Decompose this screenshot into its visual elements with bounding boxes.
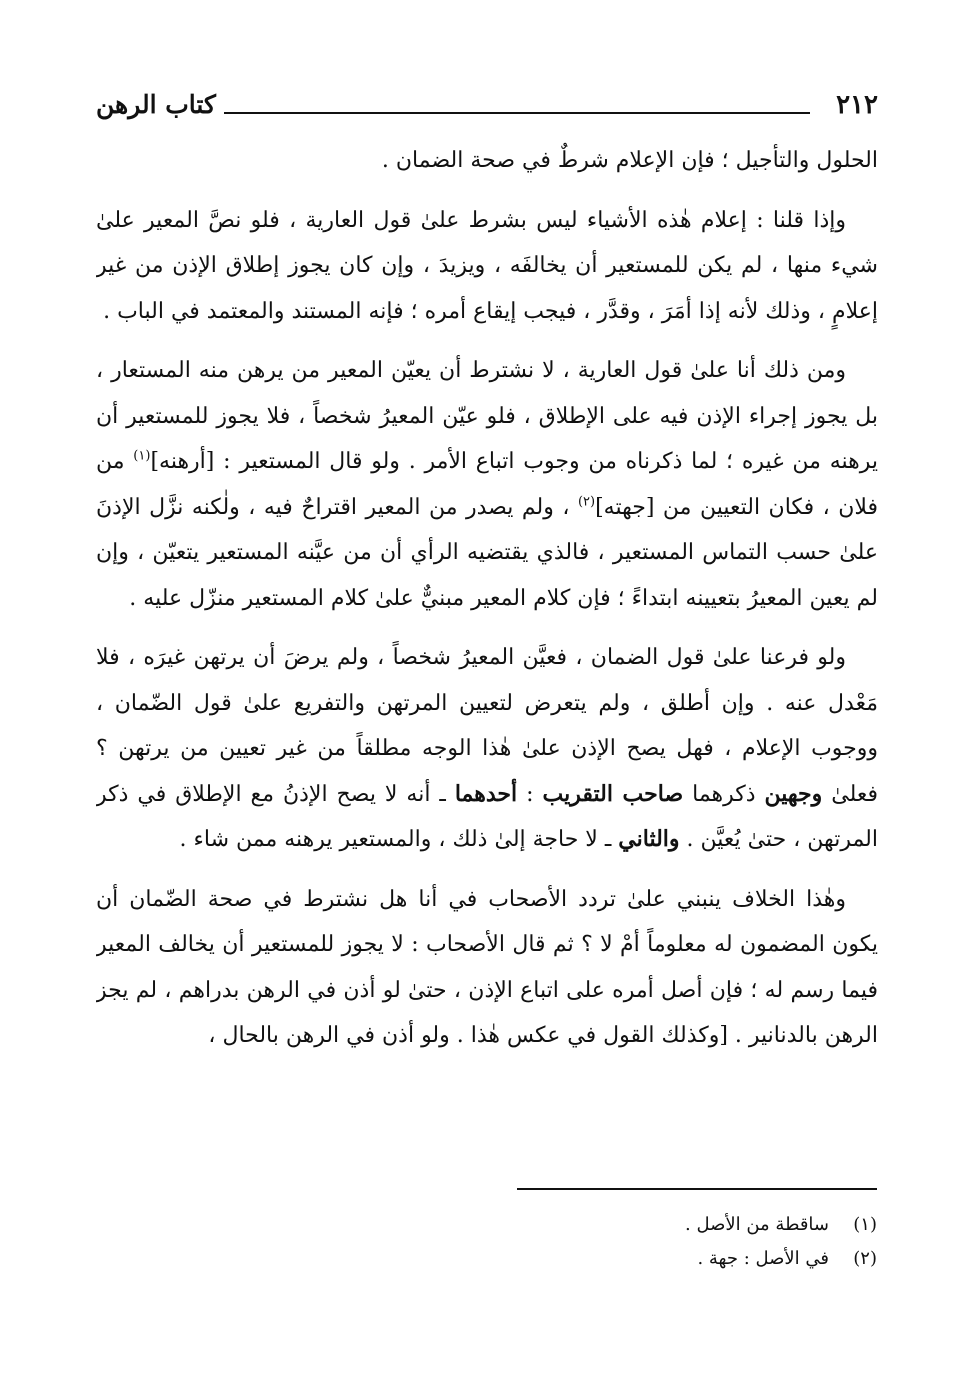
footnote-number: (١) xyxy=(853,1214,877,1235)
paragraph-2: وإذا قلنا : إعلام هٰذه الأشياء ليس بشرط علىٰ قول العارية ، فلو نصَّ المعير علىٰ شيء منها ، لم يكن للمستعير أن يخالفَه ، ويزيدَ ، وإن كان يجوز إطلاق الإذن من غير إعلامٍ ، وذلك لأنه إذا أمَرَ ، وقدَّر ، فيجب إيقاع أمره ؛ فإنه المستند والمعتمد في الباب . xyxy=(96,207,878,324)
bold-term-sahib-altaqrib: صاحب التقريب xyxy=(542,780,684,807)
footnotes xyxy=(95,1208,877,1276)
paragraph-4 xyxy=(96,635,878,863)
book-title: كتاب الرهن xyxy=(96,90,216,119)
paragraph-4-part-d: : xyxy=(517,781,543,807)
footnote-text: في الأصل : جهة . xyxy=(697,1248,829,1269)
main-text xyxy=(96,138,878,1183)
footnote-ref-2[interactable]: (٢) xyxy=(577,494,596,510)
footnote-1 xyxy=(95,1208,877,1242)
paragraph-4-part-c: ذكرهما xyxy=(683,781,765,807)
paragraph-3-part-c: ، ولم يصدر من المعير اقتراحٌ فيه ، ولٰكنه نزَّل الإذنَ علىٰ حسب التماس المستعير ، فالذي يقتضيه الرأي أن من عيَّنه المستعير يتعيّن ، وإن لم يعين المعيرُ بتعيينه ابتداءً ؛ فإن كلام المعير مبنيٌّ علىٰ كلام المستعير منزّل عليه . xyxy=(96,494,878,611)
paragraph-4-part-e: ـ أنه لا يصح الإذنُ مع الإطلاق في ذكر المرتهن ، حتىٰ يُعيَّن . xyxy=(96,781,878,852)
paragraph-4-part-a: ولو فرعنا علىٰ قول الضمان ، فعيَّن المعيرُ شخصاً ، ولم يرضَ أن يرتهن غيرَه ، فلا مَعْدل عنه . وإن أطلق ، ولم يتعرض لتعيين المرتهن والتفريع علىٰ قول الضّمان ، ووجوب الإعلام ، فهل يصح الإذن علىٰ هٰذا الوجه مطلقاً من غير تعيين من يرتهن ؟ فعلىٰ xyxy=(96,645,878,807)
paragraph-3-part-a: ومن ذلك أنا علىٰ قول العارية ، لا نشترط أن يعيّن المعير من يرهن منه المستعار ، بل يجوز إجراء الإذن فيه على الإطلاق ، فلو عيّن المعيرُ شخصاً ، فلا يجوز للمستعير أن يرهنه من غيره ؛ لما ذكرناه من وجوب اتباع الأمر . ولو قال المستعير : [أرهنه] xyxy=(96,358,878,474)
paragraph-3-part-b: من فلان ، فكان التعيين من [جهته] xyxy=(96,449,878,520)
footnote-2 xyxy=(95,1242,877,1276)
running-header xyxy=(96,88,878,128)
bold-term-ahaduhuma: أحدهما xyxy=(454,780,518,807)
paragraph-1: الحلول والتأجيل ؛ فإن الإعلام شرطٌ في صحة الضمان . xyxy=(381,148,878,173)
header-rule xyxy=(224,112,810,114)
footnote-ref-1[interactable]: (١) xyxy=(133,448,151,464)
bold-term-althani: والثاني xyxy=(618,826,680,852)
footnote-separator xyxy=(517,1188,877,1190)
bold-term-wajhain: وجهين xyxy=(764,780,823,807)
paragraph-4-part-f: ـ لا حاجة إلىٰ ذلك ، والمستعير يرهنه ممن شاء . xyxy=(179,827,619,852)
paragraph-3 xyxy=(96,348,878,621)
page-number: ٢١٢ xyxy=(836,90,878,120)
footnote-text: ساقطة من الأصل . xyxy=(685,1214,829,1235)
footnote-number: (٢) xyxy=(853,1248,877,1269)
paragraph-5: وهٰذا الخلاف ينبني علىٰ تردد الأصحاب في أنا هل نشترط في صحة الضّمان أن يكون المضمون له معلوماً أمْ لا ؟ ثم قال الأصحاب : لا يجوز للمستعير أن يخالف المعير فيما رسم له ؛ فإن أصل أمره على اتباع الإذن ، حتىٰ لو أذن في الرهن بدراهم ، لم يجز الرهن بالدنانير . [وكذلك القول في عكس هٰذا . ولو أذن في الرهن بالحال ، xyxy=(96,886,878,1048)
